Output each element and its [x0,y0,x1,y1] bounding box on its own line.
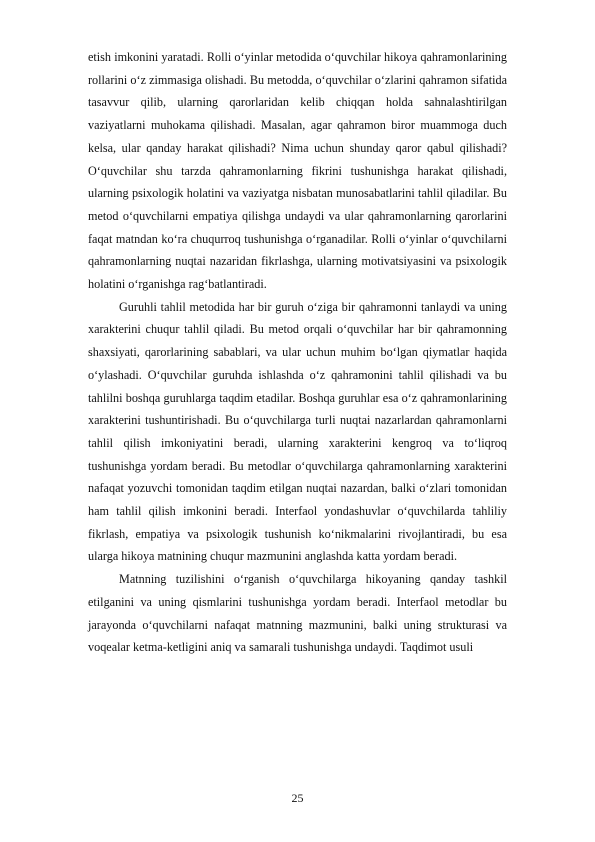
body-text [88,46,507,659]
paragraph-group-analysis: Guruhli tahlil metodida har bir guruh o‘ziga bir qahramonni tanlaydi va uning xarakterini chuqur tahlil qiladi. Bu metod orqali o‘quvchilar har bir qahramonning shaxsiyati, qarorlarining sabablari, va ular uchun muhim bo‘lgan qiymatlar haqida o‘ylashadi. O‘quvchilar guruhda ishlashda o‘z qahramonini tahlil qilishadi va bu tahlilni boshqa guruhlarga taqdim etadilar. Boshqa guruhlar esa o‘z qahramonlarining xarakterini tushuntirishadi. Bu o‘quvchilarga turli nuqtai nazarlardan qahramonlarni tahlil qilish imkoniyatini beradi, ularning xarakterini kengroq va to‘liqroq tushunishga yordam beradi. Bu metodlar o‘quvchilarga qahramonlarning xarakterini nafaqat yozuvchi tomonidan taqdim etilgan nuqtai nazardan, balki o‘zlari tomonidan ham tahlil qilish imkonini beradi. Interfaol yondashuvlar o‘quvchilarda tahliliy fikrlash, empatiya va psixologik tushunish ko‘nikmalarini rivojlantiradi, bu esa ularga hikoya matnining chuqur mazmunini anglashda katta yordam beradi. [88,299,507,564]
paragraph-text-structure: Matnning tuzilishini o‘rganish o‘quvchilarga hikoyaning qanday tashkil etilganini va uning qismlarini tushunishga yordam beradi. Interfaol metodlar bu jarayonda o‘quvchilarni nafaqat matnning mazmunini, balki uning strukturasi va voqealar ketma-ketligini aniq va samarali tushunishga undaydi. Taqdimot usuli [88,572,507,655]
page-number: 25 [291,791,304,805]
paragraph-continuation: etish imkonini yaratadi. Rolli o‘yinlar metodida o‘quvchilar hikoya qahramonlarining rollarini o‘z zimmasiga olishadi. Bu metodda, o‘quvchilar o‘zlarini qahramon sifatida tasavvur qilib, ularning qarorlaridan kelib chiqqan holda sahnalashtirilgan vaziyatlarni muhokama qilishadi. Masalan, agar qahramon biror muammoga duch kelsa, ular qanday harakat qilishadi? Nima uchun shunday qaror qabul qilishadi? O‘quvchilar shu tarzda qahramonlarning fikrini tushunishga harakat qilishadi, ularning psixologik holatini va vaziyatga nisbatan munosabatlarini tahlil qiladilar. Bu metod o‘quvchilarni empatiya qilishga undaydi va ular qahramonlarning qarorlarini faqat matndan ko‘ra chuqurroq tushunishga o‘rganadilar. Rolli o‘yinlar o‘quvchilarni qahramonlarning nuqtai nazaridan fikrlashga, ularning motivatsiyasini va psixologik holatini o‘rganishga rag‘batlantiradi. [88,50,507,292]
